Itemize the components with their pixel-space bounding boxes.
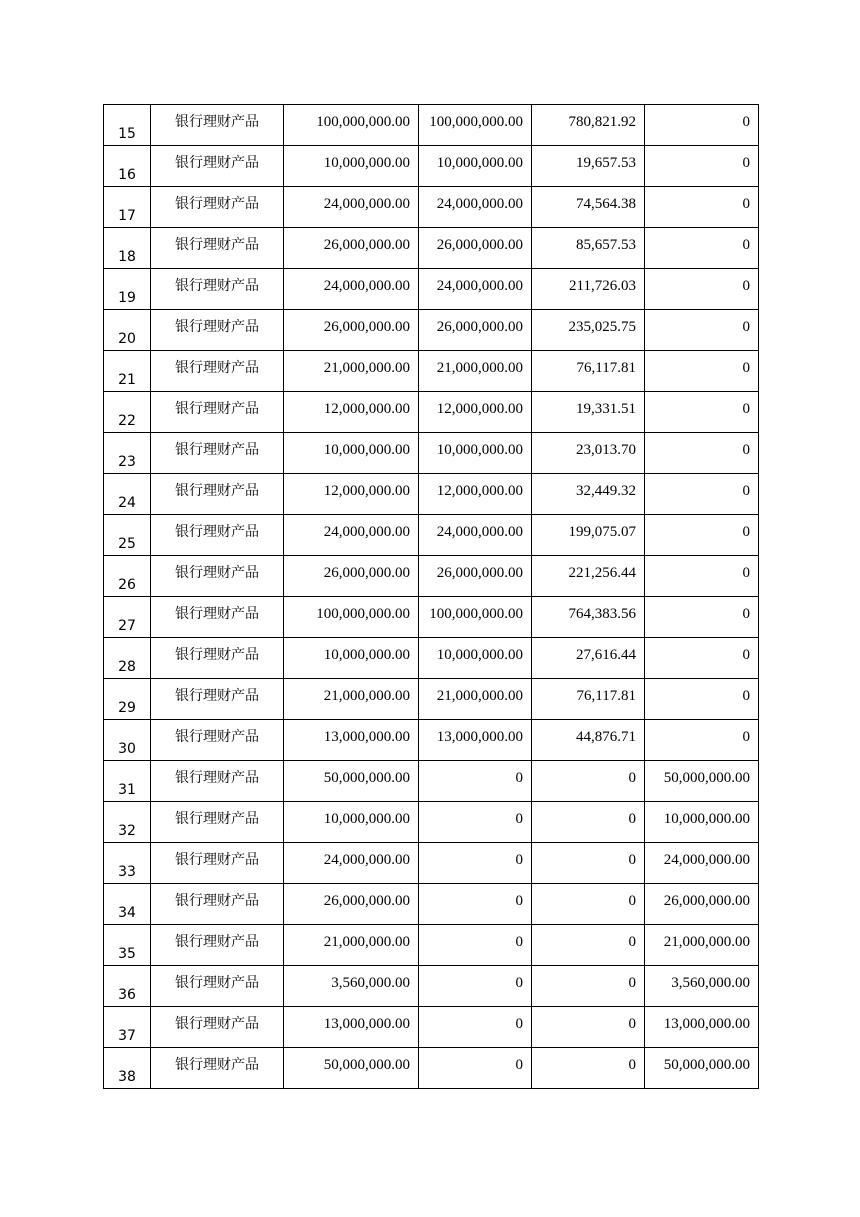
table-row	[104, 925, 759, 966]
product-type-cell: 银行理财产品	[151, 392, 284, 433]
recovered-amount-cell: 0	[419, 925, 532, 966]
table-row	[104, 310, 759, 351]
actual-income-cell: 780,821.92	[532, 105, 645, 146]
product-type-cell: 银行理财产品	[151, 761, 284, 802]
outstanding-amount-cell: 0	[645, 679, 759, 720]
recovered-amount-cell: 10,000,000.00	[419, 638, 532, 679]
table-row	[104, 679, 759, 720]
recovered-amount-cell: 24,000,000.00	[419, 187, 532, 228]
table-body	[104, 105, 759, 1089]
amount-cell: 26,000,000.00	[284, 884, 419, 925]
outstanding-amount-cell: 0	[645, 433, 759, 474]
product-type-cell: 银行理财产品	[151, 556, 284, 597]
recovered-amount-cell: 0	[419, 843, 532, 884]
product-type-cell: 银行理财产品	[151, 843, 284, 884]
amount-cell: 13,000,000.00	[284, 720, 419, 761]
table-row	[104, 843, 759, 884]
recovered-amount-cell: 0	[419, 1048, 532, 1089]
recovered-amount-cell: 0	[419, 1007, 532, 1048]
row-number-cell: 28	[104, 638, 151, 679]
actual-income-cell: 0	[532, 802, 645, 843]
amount-cell: 24,000,000.00	[284, 515, 419, 556]
outstanding-amount-cell: 24,000,000.00	[645, 843, 759, 884]
product-type-cell: 银行理财产品	[151, 597, 284, 638]
row-number-cell: 18	[104, 228, 151, 269]
outstanding-amount-cell: 21,000,000.00	[645, 925, 759, 966]
row-number-cell: 26	[104, 556, 151, 597]
recovered-amount-cell: 100,000,000.00	[419, 105, 532, 146]
table-row	[104, 1007, 759, 1048]
product-type-cell: 银行理财产品	[151, 474, 284, 515]
recovered-amount-cell: 26,000,000.00	[419, 556, 532, 597]
actual-income-cell: 0	[532, 843, 645, 884]
table-row	[104, 187, 759, 228]
amount-cell: 24,000,000.00	[284, 843, 419, 884]
recovered-amount-cell: 12,000,000.00	[419, 474, 532, 515]
outstanding-amount-cell: 50,000,000.00	[645, 761, 759, 802]
outstanding-amount-cell: 10,000,000.00	[645, 802, 759, 843]
actual-income-cell: 23,013.70	[532, 433, 645, 474]
product-type-cell: 银行理财产品	[151, 310, 284, 351]
product-type-cell: 银行理财产品	[151, 925, 284, 966]
amount-cell: 10,000,000.00	[284, 802, 419, 843]
actual-income-cell: 235,025.75	[532, 310, 645, 351]
row-number-cell: 31	[104, 761, 151, 802]
product-type-cell: 银行理财产品	[151, 1048, 284, 1089]
table-row	[104, 474, 759, 515]
recovered-amount-cell: 100,000,000.00	[419, 597, 532, 638]
amount-cell: 24,000,000.00	[284, 269, 419, 310]
actual-income-cell: 764,383.56	[532, 597, 645, 638]
product-type-cell: 银行理财产品	[151, 884, 284, 925]
actual-income-cell: 32,449.32	[532, 474, 645, 515]
amount-cell: 100,000,000.00	[284, 105, 419, 146]
table-row	[104, 761, 759, 802]
recovered-amount-cell: 10,000,000.00	[419, 146, 532, 187]
recovered-amount-cell: 10,000,000.00	[419, 433, 532, 474]
table-row	[104, 556, 759, 597]
product-type-cell: 银行理财产品	[151, 802, 284, 843]
recovered-amount-cell: 24,000,000.00	[419, 515, 532, 556]
outstanding-amount-cell: 0	[645, 310, 759, 351]
outstanding-amount-cell: 0	[645, 597, 759, 638]
outstanding-amount-cell: 0	[645, 351, 759, 392]
row-number-cell: 35	[104, 925, 151, 966]
row-number-cell: 15	[104, 105, 151, 146]
outstanding-amount-cell: 0	[645, 392, 759, 433]
amount-cell: 21,000,000.00	[284, 925, 419, 966]
recovered-amount-cell: 21,000,000.00	[419, 351, 532, 392]
amount-cell: 13,000,000.00	[284, 1007, 419, 1048]
actual-income-cell: 85,657.53	[532, 228, 645, 269]
actual-income-cell: 0	[532, 884, 645, 925]
actual-income-cell: 0	[532, 1007, 645, 1048]
row-number-cell: 38	[104, 1048, 151, 1089]
outstanding-amount-cell: 0	[645, 556, 759, 597]
table-row	[104, 146, 759, 187]
row-number-cell: 22	[104, 392, 151, 433]
amount-cell: 3,560,000.00	[284, 966, 419, 1007]
amount-cell: 50,000,000.00	[284, 1048, 419, 1089]
outstanding-amount-cell: 0	[645, 515, 759, 556]
row-number-cell: 16	[104, 146, 151, 187]
table-row	[104, 1048, 759, 1089]
actual-income-cell: 19,657.53	[532, 146, 645, 187]
outstanding-amount-cell: 0	[645, 105, 759, 146]
outstanding-amount-cell: 0	[645, 638, 759, 679]
outstanding-amount-cell: 0	[645, 187, 759, 228]
outstanding-amount-cell: 0	[645, 146, 759, 187]
row-number-cell: 17	[104, 187, 151, 228]
amount-cell: 24,000,000.00	[284, 187, 419, 228]
recovered-amount-cell: 21,000,000.00	[419, 679, 532, 720]
row-number-cell: 33	[104, 843, 151, 884]
amount-cell: 26,000,000.00	[284, 556, 419, 597]
product-type-cell: 银行理财产品	[151, 105, 284, 146]
actual-income-cell: 19,331.51	[532, 392, 645, 433]
actual-income-cell: 0	[532, 966, 645, 1007]
recovered-amount-cell: 12,000,000.00	[419, 392, 532, 433]
amount-cell: 26,000,000.00	[284, 228, 419, 269]
table-row	[104, 105, 759, 146]
table-row	[104, 228, 759, 269]
actual-income-cell: 76,117.81	[532, 679, 645, 720]
product-type-cell: 银行理财产品	[151, 351, 284, 392]
outstanding-amount-cell: 50,000,000.00	[645, 1048, 759, 1089]
product-type-cell: 银行理财产品	[151, 720, 284, 761]
actual-income-cell: 44,876.71	[532, 720, 645, 761]
product-type-cell: 银行理财产品	[151, 269, 284, 310]
recovered-amount-cell: 0	[419, 761, 532, 802]
recovered-amount-cell: 0	[419, 884, 532, 925]
actual-income-cell: 199,075.07	[532, 515, 645, 556]
table-row	[104, 720, 759, 761]
outstanding-amount-cell: 13,000,000.00	[645, 1007, 759, 1048]
amount-cell: 10,000,000.00	[284, 638, 419, 679]
row-number-cell: 19	[104, 269, 151, 310]
row-number-cell: 36	[104, 966, 151, 1007]
table-row	[104, 966, 759, 1007]
product-type-cell: 银行理财产品	[151, 228, 284, 269]
amount-cell: 21,000,000.00	[284, 679, 419, 720]
actual-income-cell: 221,256.44	[532, 556, 645, 597]
row-number-cell: 25	[104, 515, 151, 556]
amount-cell: 26,000,000.00	[284, 310, 419, 351]
outstanding-amount-cell: 0	[645, 269, 759, 310]
actual-income-cell: 0	[532, 925, 645, 966]
recovered-amount-cell: 26,000,000.00	[419, 310, 532, 351]
outstanding-amount-cell: 0	[645, 720, 759, 761]
table-row	[104, 392, 759, 433]
product-type-cell: 银行理财产品	[151, 966, 284, 1007]
row-number-cell: 23	[104, 433, 151, 474]
amount-cell: 21,000,000.00	[284, 351, 419, 392]
actual-income-cell: 0	[532, 761, 645, 802]
product-type-cell: 银行理财产品	[151, 146, 284, 187]
recovered-amount-cell: 0	[419, 802, 532, 843]
recovered-amount-cell: 24,000,000.00	[419, 269, 532, 310]
outstanding-amount-cell: 3,560,000.00	[645, 966, 759, 1007]
amount-cell: 10,000,000.00	[284, 433, 419, 474]
row-number-cell: 30	[104, 720, 151, 761]
amount-cell: 50,000,000.00	[284, 761, 419, 802]
row-number-cell: 32	[104, 802, 151, 843]
product-type-cell: 银行理财产品	[151, 638, 284, 679]
table-row	[104, 802, 759, 843]
row-number-cell: 21	[104, 351, 151, 392]
table-row	[104, 638, 759, 679]
actual-income-cell: 76,117.81	[532, 351, 645, 392]
row-number-cell: 24	[104, 474, 151, 515]
product-type-cell: 银行理财产品	[151, 679, 284, 720]
outstanding-amount-cell: 26,000,000.00	[645, 884, 759, 925]
table-row	[104, 884, 759, 925]
amount-cell: 10,000,000.00	[284, 146, 419, 187]
row-number-cell: 27	[104, 597, 151, 638]
actual-income-cell: 27,616.44	[532, 638, 645, 679]
actual-income-cell: 74,564.38	[532, 187, 645, 228]
table-row	[104, 269, 759, 310]
row-number-cell: 20	[104, 310, 151, 351]
amount-cell: 100,000,000.00	[284, 597, 419, 638]
outstanding-amount-cell: 0	[645, 228, 759, 269]
amount-cell: 12,000,000.00	[284, 474, 419, 515]
product-type-cell: 银行理财产品	[151, 1007, 284, 1048]
row-number-cell: 29	[104, 679, 151, 720]
row-number-cell: 37	[104, 1007, 151, 1048]
amount-cell: 12,000,000.00	[284, 392, 419, 433]
recovered-amount-cell: 26,000,000.00	[419, 228, 532, 269]
table-row	[104, 433, 759, 474]
recovered-amount-cell: 13,000,000.00	[419, 720, 532, 761]
product-type-cell: 银行理财产品	[151, 433, 284, 474]
row-number-cell: 34	[104, 884, 151, 925]
outstanding-amount-cell: 0	[645, 474, 759, 515]
wealth-management-table	[103, 104, 759, 1089]
recovered-amount-cell: 0	[419, 966, 532, 1007]
actual-income-cell: 211,726.03	[532, 269, 645, 310]
table-row	[104, 515, 759, 556]
actual-income-cell: 0	[532, 1048, 645, 1089]
table-row	[104, 597, 759, 638]
product-type-cell: 银行理财产品	[151, 187, 284, 228]
table-row	[104, 351, 759, 392]
product-type-cell: 银行理财产品	[151, 515, 284, 556]
